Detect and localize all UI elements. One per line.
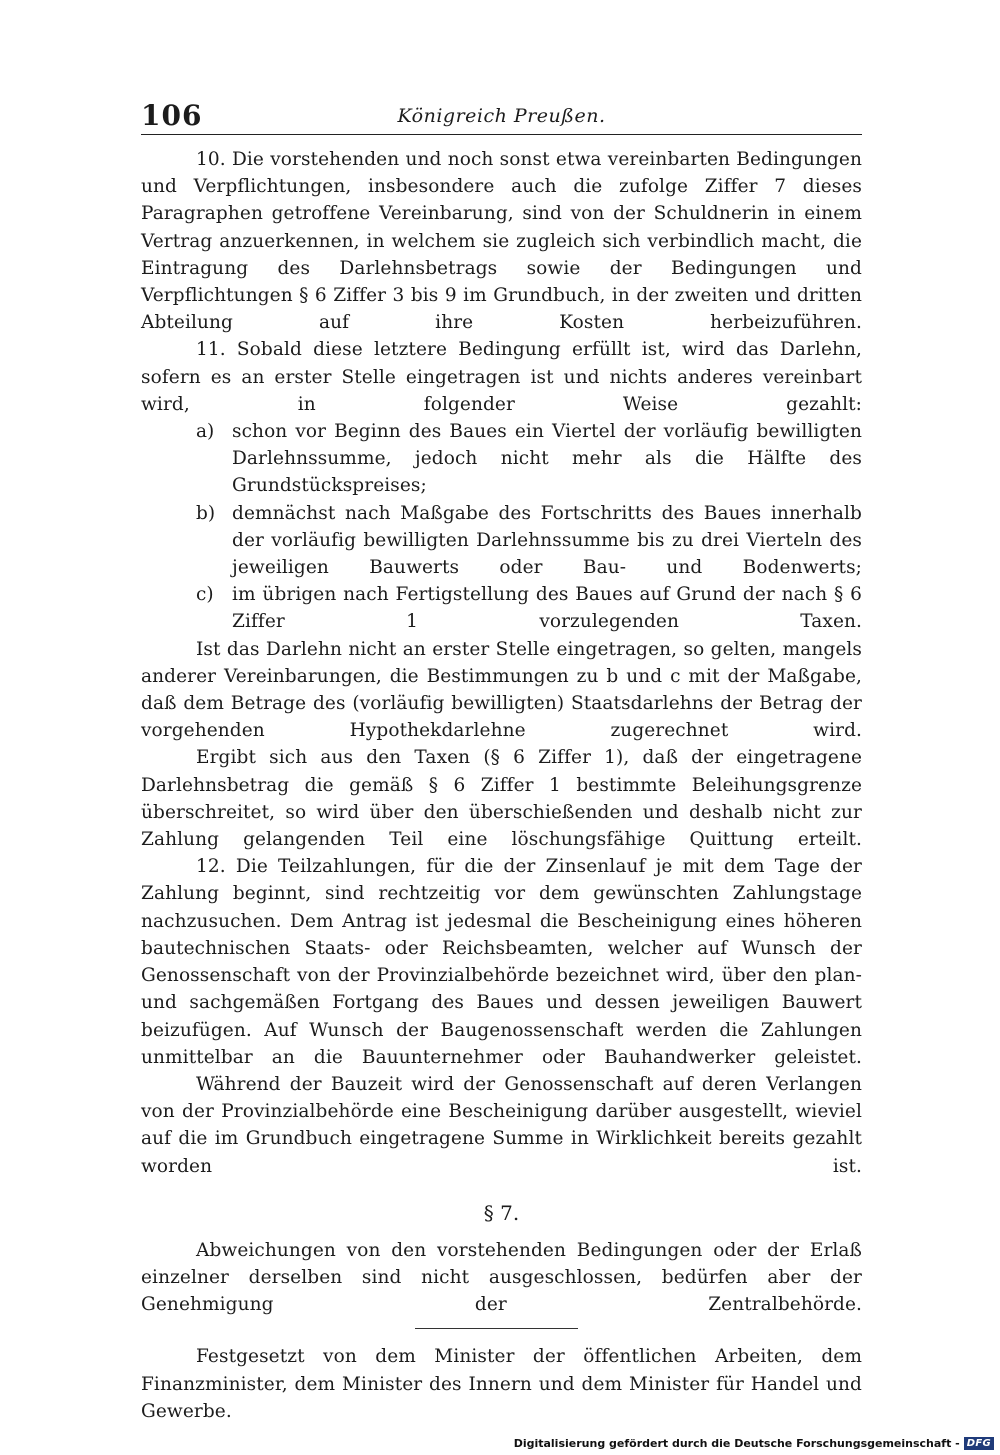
paragraph-12: 12. Die Teilzahlungen, für die der Zinsenlauf je mit dem Tage der Zahlung beginnt, sind rechtzeitig vor dem gewünschten Zahlungstage nachzusuchen. Dem Antrag ist jedesmal die Bescheinigung eines höheren bautechnischen Staats- oder Reichsbeamten, welcher auf Wunsch der Genossenschaft von der Provinzialbehörde bezeichnet wird, über den plan- und sachgemäßen Fortgang des Baues und dessen jeweiligen Bauwert beizufügen. Auf Wunsch der Baugenossenschaft werden die Zahlungen unmittelbar an die Bauunternehmer oder Bauhandwerker geleistet. bbox=[141, 856, 862, 1068]
page-body bbox=[141, 146, 862, 1425]
running-title: Königreich Preußen. bbox=[397, 105, 606, 127]
list-item-letter: b) bbox=[196, 502, 216, 524]
paragraph-festgesetzt: Festgesetzt von dem Minister der öffentlichen Arbeiten, dem Finanzminister, dem Minister des Innern und dem Minister für Handel und Gewerbe. bbox=[141, 1346, 862, 1422]
footer-text: Digitalisierung gefördert durch die Deutsche Forschungsgemeinschaft - bbox=[513, 1437, 960, 1450]
end-rule bbox=[415, 1328, 578, 1329]
list-item-text: schon vor Beginn des Baues ein Viertel der vorläufig bewilligten Darlehnssumme, jedoch nicht mehr als die Hälfte des Grundstückspreises; bbox=[232, 421, 862, 497]
dfg-logo-icon: DFG bbox=[964, 1437, 994, 1450]
digitization-footer bbox=[514, 1437, 994, 1450]
paragraph-abweichungen: Abweichungen von den vorstehenden Bedingungen oder der Erlaß einzelner derselben sind nicht ausgeschlossen, bedürfen aber der Genehmigung der Zentralbehörde. bbox=[141, 1239, 862, 1316]
payment-list bbox=[196, 418, 862, 636]
section-heading: § 7. bbox=[483, 1200, 520, 1225]
paragraph-10: 10. Die vorstehenden und noch sonst etwa vereinbarten Bedingungen und Verpflichtungen, insbesondere auch die zufolge Ziffer 7 dieses Paragraphen getroffene Vereinbarung, sind von der Schuldnerin in einem Vertrag anzuerkennen, in welchem sie zugleich sich verbindlich macht, die Eintragung des Darlehnsbetrags sowie der Bedingungen und Verpflichtungen § 6 Ziffer 3 bis 9 im Grundbuch, in der zweiten und dritten Abteilung auf ihre Kosten herbeizuführen. bbox=[141, 149, 862, 334]
list-item-letter: a) bbox=[196, 421, 215, 443]
paragraph-11: 11. Sobald diese letztere Bedingung erfüllt ist, wird das Darlehn, sofern es an erster Stelle eingetragen ist und nichts anderes vereinbart wird, in folgender Weise gezahlt: bbox=[141, 339, 862, 415]
list-item-text: demnächst nach Maßgabe des Fortschritts des Baues innerhalb der vorläufig bewilligten Darlehnssumme bis zu drei Vierteln des jeweiligen Bauwerts oder Bau- und Bodenwerts; bbox=[232, 502, 862, 579]
paragraph-ergibt: Ergibt sich aus den Taxen (§ 6 Ziffer 1), daß der eingetragene Darlehnsbetrag die gemäß § 6 Ziffer 1 bestimmte Beleihungsgrenze überschreitet, so wird über den überschießenden und deshalb nicht zur Zahlung gelangenden Teil eine löschungsfähige Quittung erteilt. bbox=[141, 747, 862, 851]
spacer bbox=[141, 1318, 862, 1343]
list-item bbox=[196, 418, 862, 500]
paragraph-waehrend: Während der Bauzeit wird der Genossenschaft auf deren Verlangen von der Provinzialbehörde eine Bescheinigung darüber ausgestellt, wieviel auf die im Grundbuch eingetragene Summe in Wirklichkeit bereits gezahlt worden ist. bbox=[141, 1073, 862, 1177]
page-header bbox=[141, 99, 862, 133]
page-number: 106 bbox=[141, 99, 203, 132]
header-rule bbox=[141, 134, 862, 135]
list-item-letter: c) bbox=[196, 584, 214, 606]
list-item-text: im übrigen nach Fertigstellung des Baues auf Grund der nach § 6 Ziffer 1 vorzulegenden Taxen. bbox=[232, 584, 862, 633]
paragraph-ist: Ist das Darlehn nicht an erster Stelle eingetragen, so gelten, mangels anderer Vereinbarungen, die Bestimmungen zu b und c mit der Maßgabe, daß dem Betrage des (vorläufig bewilligten) Staatsdarlehns der Betrag der vorgehenden Hypothekdarlehne zugerechnet wird. bbox=[141, 638, 862, 742]
list-item bbox=[196, 500, 862, 582]
list-item bbox=[196, 581, 862, 635]
